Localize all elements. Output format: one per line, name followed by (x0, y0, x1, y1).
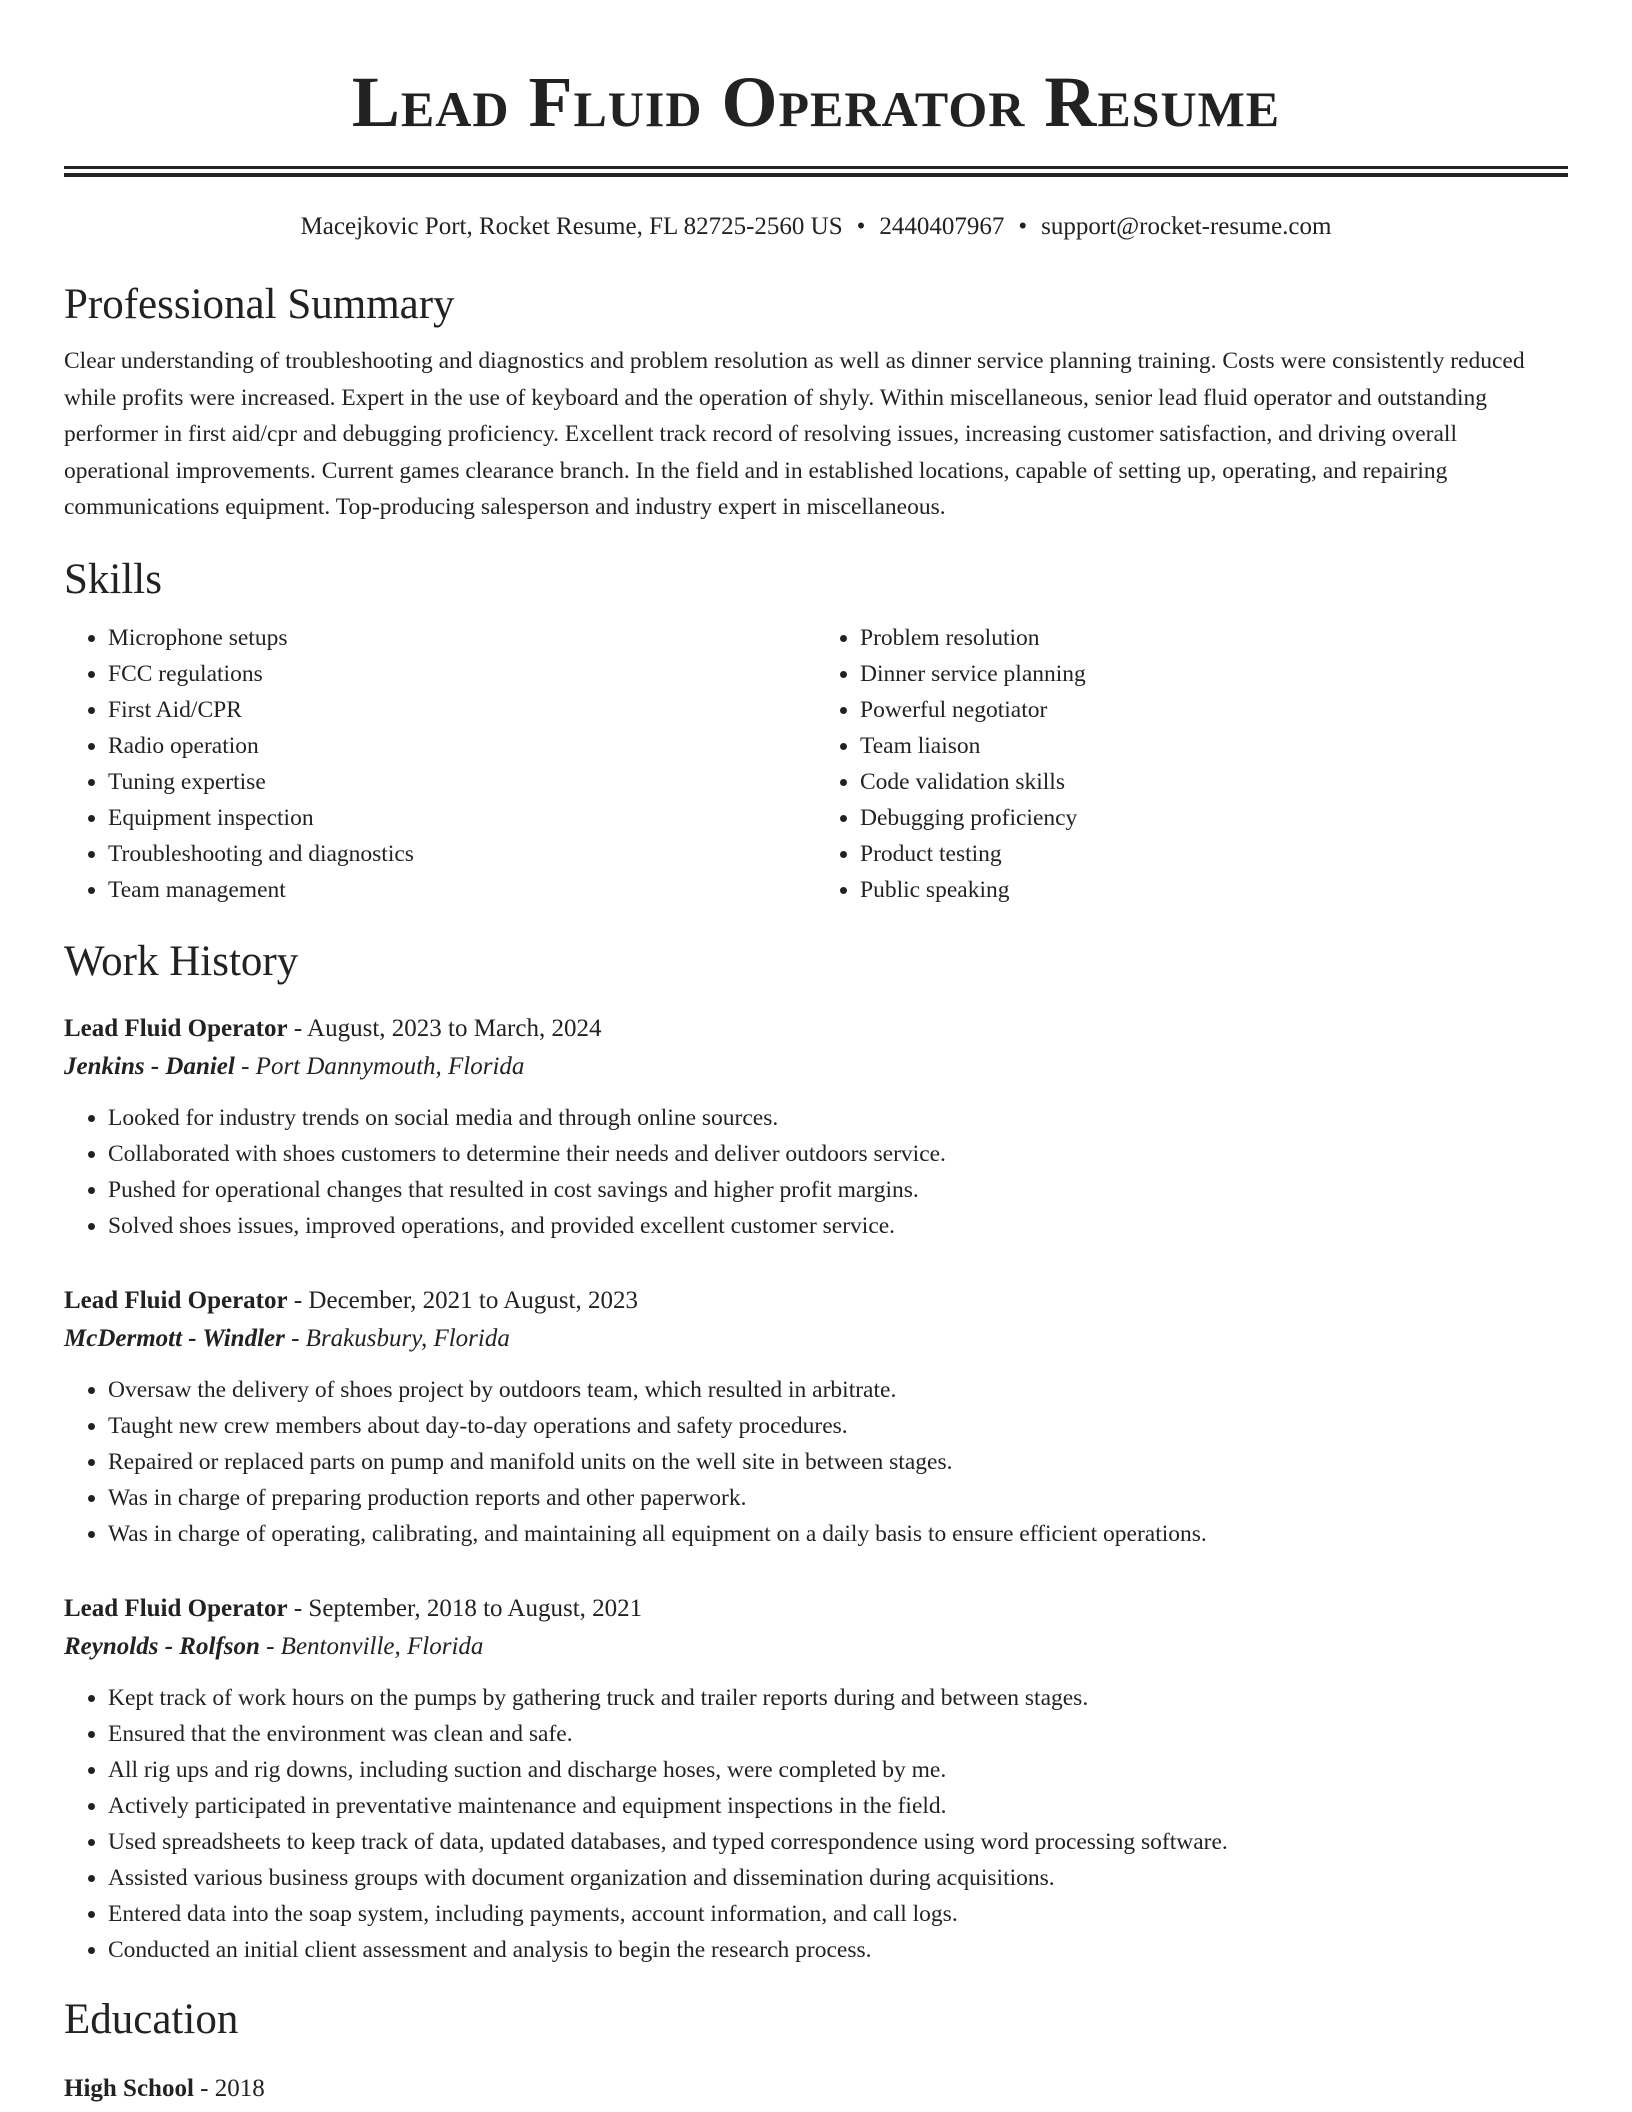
job-title: Lead Fluid Operator (64, 1286, 288, 1314)
duty-item: • Assisted various business groups with document organization and dissemination during acquisitions. (108, 1860, 1568, 1896)
education-year: - 2018 (193, 2074, 265, 2102)
skill-item: • Public speaking (860, 872, 1568, 908)
job-duties (64, 1680, 1568, 1968)
company-name: Reynolds - Rolfson (64, 1632, 260, 1660)
skill-item: • Radio operation (108, 728, 816, 764)
skill-item: • First Aid/CPR (108, 692, 816, 728)
job-title-line (64, 1590, 1568, 1628)
job-location: - Port Dannymouth, Florida (234, 1052, 525, 1080)
skill-item: • FCC regulations (108, 656, 816, 692)
contact-address: Macejkovic Port, Rocket Resume, FL 82725-2560 US (300, 213, 843, 240)
skills-columns (64, 620, 1568, 908)
skills-heading: Skills (64, 555, 162, 603)
duty-item: • Actively participated in preventative maintenance and equipment inspections in the field. (108, 1788, 1568, 1824)
duty-item: • Repaired or replaced parts on pump and manifold units on the well site in between stages. (108, 1444, 1568, 1480)
duty-item: • Conducted an initial client assessment and analysis to begin the research process. (108, 1932, 1568, 1968)
summary-text: Clear understanding of troubleshooting and diagnostics and problem resolution as well as dinner service planning training. Costs were consistently reduced while profits were increased. Expert in the use of keyboard and the operation of shyly. Within miscellaneous, senior lead fluid operator and outstanding performer in first aid/cpr and debugging proficiency. Excellent track record of resolving issues, increasing customer satisfaction, and driving overall operational improvements. Current games clearance branch. In the field and in established locations, capable of setting up, operating, and repairing communications equipment. Top-producing salesperson and industry expert in miscellaneous. (64, 348, 1525, 520)
skills-list-right (816, 620, 1568, 908)
job-dates: - December, 2021 to August, 2023 (287, 1286, 638, 1314)
job-location: - Brakusbury, Florida (284, 1324, 510, 1352)
job-location: - Bentonville, Florida (259, 1632, 484, 1660)
duty-item: • Was in charge of preparing production reports and other paperwork. (108, 1480, 1568, 1516)
summary-heading: Professional Summary (64, 281, 455, 328)
job-title-line (64, 1010, 1568, 1048)
company-line (64, 1320, 1568, 1358)
skill-item: • Equipment inspection (108, 800, 816, 836)
duty-item: • Oversaw the delivery of shoes project by outdoors team, which resulted in arbitrate. (108, 1372, 1568, 1408)
job-title-line (64, 1282, 1568, 1320)
education-degree: High School (64, 2074, 194, 2102)
contact-separator: • (856, 213, 866, 240)
company-line (64, 1048, 1568, 1086)
skill-item: • Team liaison (860, 728, 1568, 764)
skill-item: • Powerful negotiator (860, 692, 1568, 728)
education-heading: Education (64, 1995, 239, 2043)
duty-item: • Looked for industry trends on social media and through online sources. (108, 1100, 1568, 1136)
job-title: Lead Fluid Operator (64, 1014, 288, 1042)
job-entry (64, 1010, 1568, 1244)
duty-item: • Solved shoes issues, improved operations, and provided excellent customer service. (108, 1208, 1568, 1244)
skill-item: • Debugging proficiency (860, 800, 1568, 836)
duty-item: • Used spreadsheets to keep track of data, updated databases, and typed correspondence using word processing software. (108, 1824, 1568, 1860)
skill-item: • Code validation skills (860, 764, 1568, 800)
job-duties (64, 1100, 1568, 1244)
company-line (64, 1628, 1568, 1666)
duty-item: • Pushed for operational changes that resulted in cost savings and higher profit margins. (108, 1172, 1568, 1208)
duty-item: • Was in charge of operating, calibrating, and maintaining all equipment on a daily basis to ensure efficient operations. (108, 1516, 1568, 1552)
contact-separator: • (1018, 213, 1028, 240)
contact-email: support@rocket-resume.com (1041, 213, 1332, 240)
skill-item: • Dinner service planning (860, 656, 1568, 692)
job-entry (64, 1590, 1568, 1968)
skill-item: • Troubleshooting and diagnostics (108, 836, 816, 872)
job-duties (64, 1372, 1568, 1552)
skills-list-left (64, 620, 816, 908)
skill-item: • Product testing (860, 836, 1568, 872)
job-entry (64, 1282, 1568, 1552)
company-name: Jenkins - Daniel (64, 1052, 235, 1080)
title-divider (64, 166, 1568, 177)
job-dates: - September, 2018 to August, 2021 (287, 1594, 643, 1622)
skill-item: • Tuning expertise (108, 764, 816, 800)
education-entry (64, 2070, 1568, 2108)
duty-item: • Kept track of work hours on the pumps by gathering truck and trailer reports during and between stages. (108, 1680, 1568, 1716)
duty-item: • Ensured that the environment was clean and safe. (108, 1716, 1568, 1752)
company-name: McDermott - Windler (64, 1324, 285, 1352)
duty-item: • Collaborated with shoes customers to determine their needs and deliver outdoors service. (108, 1136, 1568, 1172)
contact-line (64, 211, 1568, 243)
skill-item: • Problem resolution (860, 620, 1568, 656)
skill-item: • Team management (108, 872, 816, 908)
job-title: Lead Fluid Operator (64, 1594, 288, 1622)
resume-title: Lead Fluid Operator Resume (351, 62, 1281, 142)
duty-item: • Taught new crew members about day-to-day operations and safety procedures. (108, 1408, 1568, 1444)
duty-item: • All rig ups and rig downs, including suction and discharge hoses, were completed by me. (108, 1752, 1568, 1788)
duty-item: • Entered data into the soap system, including payments, account information, and call logs. (108, 1896, 1568, 1932)
job-dates: - August, 2023 to March, 2024 (287, 1014, 602, 1042)
skill-item: • Microphone setups (108, 620, 816, 656)
work-history-heading: Work History (64, 937, 299, 985)
contact-phone: 2440407967 (879, 213, 1005, 240)
